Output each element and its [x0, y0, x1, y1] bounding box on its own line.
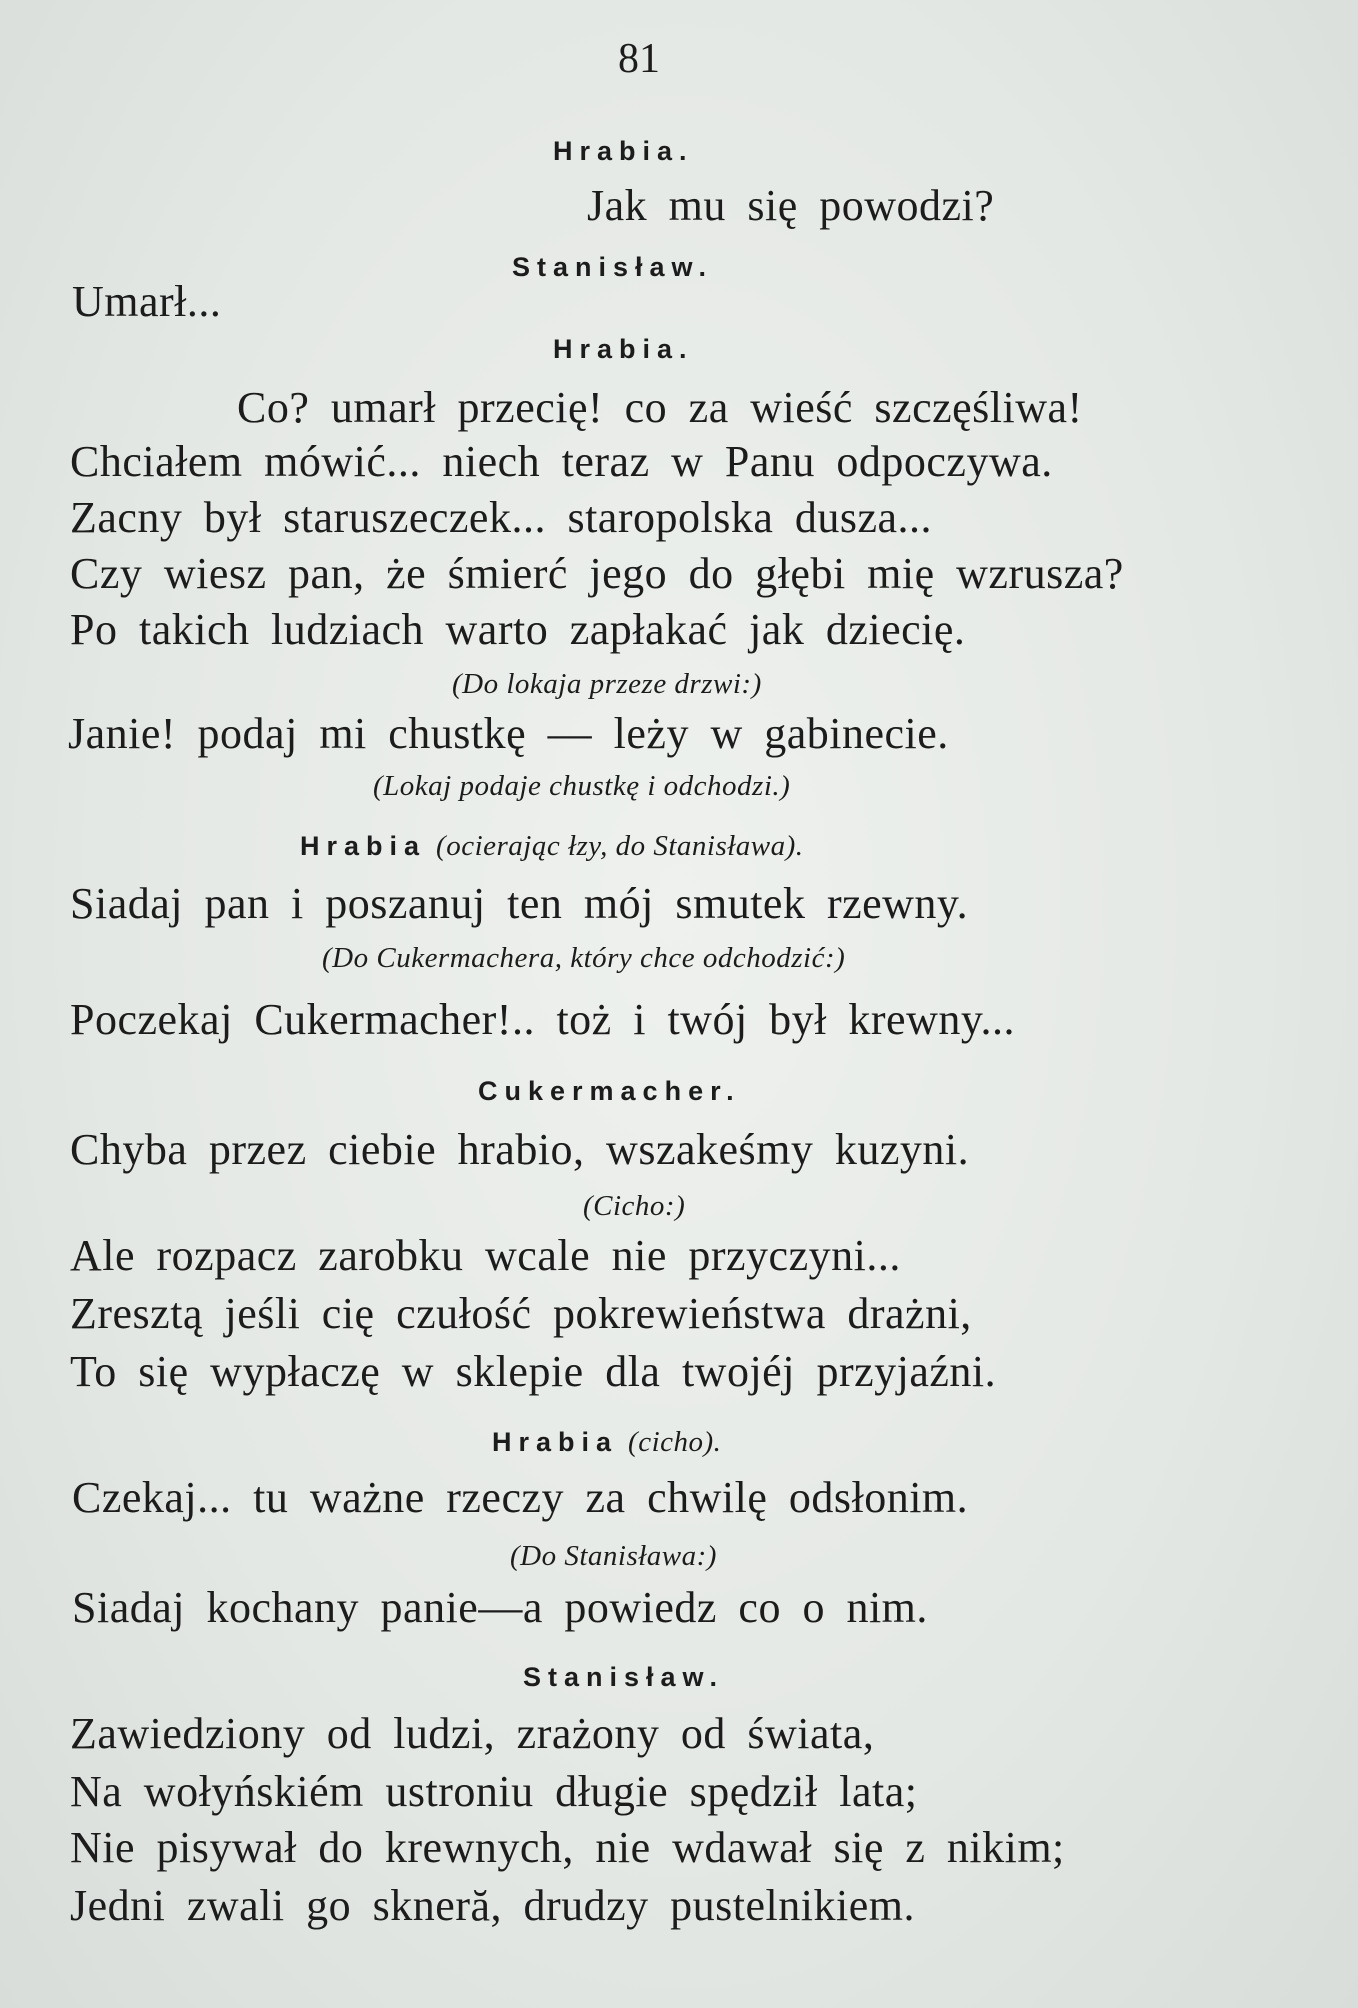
verse-line: Zawiedziony od ludzi, zrażony od świata, — [70, 1709, 875, 1758]
verse-line: Na wołyńskiém ustroniu długie spędził lata; — [70, 1767, 918, 1816]
stage-direction: (Do lokaja przeze drzwi:) — [452, 668, 762, 700]
verse-line: Chciałem mówić... niech teraz w Panu odpoczywa. — [70, 437, 1053, 486]
verse-line: To się wypłaczę w sklepie dla twojéj przyjaźni. — [70, 1347, 997, 1396]
page-number: 81 — [618, 36, 660, 82]
verse-line: Co? umarł przecię! co za wieść szczęśliwa! — [237, 383, 1083, 432]
stage-direction: (cicho). — [628, 1426, 722, 1458]
speaker-name: Stanisław. — [512, 252, 714, 282]
verse-line: Jak mu się powodzi? — [587, 181, 995, 230]
stage-direction: (Lokaj podaje chustkę i odchodzi.) — [373, 770, 791, 802]
speaker-name: Hrabia. — [553, 136, 694, 166]
speaker-name: Cukermacher. — [478, 1076, 741, 1106]
speaker-name: Hrabia — [300, 831, 427, 861]
stage-direction: (ocierając łzy, do Stanisława). — [436, 830, 804, 862]
speaker-name: Hrabia. — [553, 334, 694, 364]
verse-line: Czekaj... tu ważne rzeczy za chwilę odsłonim. — [72, 1473, 969, 1522]
verse-line: Siadaj pan i poszanuj ten mój smutek rzewny. — [70, 879, 969, 928]
verse-line: Ale rozpacz zarobku wcale nie przyczyni... — [70, 1231, 901, 1280]
verse-line: Siadaj kochany panie—a powiedz co o nim. — [72, 1583, 928, 1632]
stage-direction: (Do Cukermachera, który chce odchodzić:) — [322, 942, 846, 974]
verse-line: Nie pisywał do krewnych, nie wdawał się z nikim; — [70, 1823, 1065, 1872]
speaker-heading — [300, 832, 804, 861]
verse-line: Chyba przez ciebie hrabio, wszakeśmy kuzyni. — [70, 1125, 970, 1174]
verse-line: Jedni zwali go skneră, drudzy pustelnikiem. — [70, 1881, 915, 1930]
stage-direction: (Do Stanisława:) — [510, 1540, 717, 1572]
speaker-name: Hrabia — [492, 1427, 619, 1457]
stage-direction: (Cicho:) — [583, 1190, 686, 1222]
verse-line: Czy wiesz pan, że śmierć jego do głębi mię wzrusza? — [70, 549, 1124, 598]
verse-line: Zacny był staruszeczek... staropolska dusza... — [70, 493, 933, 542]
verse-line: Po takich ludziach warto zapłakać jak dziecię. — [70, 605, 966, 654]
verse-line: Poczekaj Cukermacher!.. toż i twój był krewny... — [70, 995, 1015, 1044]
speaker-name: Stanisław. — [523, 1662, 725, 1692]
verse-line: Umarł... — [72, 277, 222, 326]
speaker-heading — [492, 1428, 721, 1457]
verse-line: Janie! podaj mi chustkę — leży w gabinecie. — [68, 709, 949, 758]
verse-line: Zresztą jeśli cię czułość pokrewieństwa drażni, — [70, 1289, 972, 1338]
